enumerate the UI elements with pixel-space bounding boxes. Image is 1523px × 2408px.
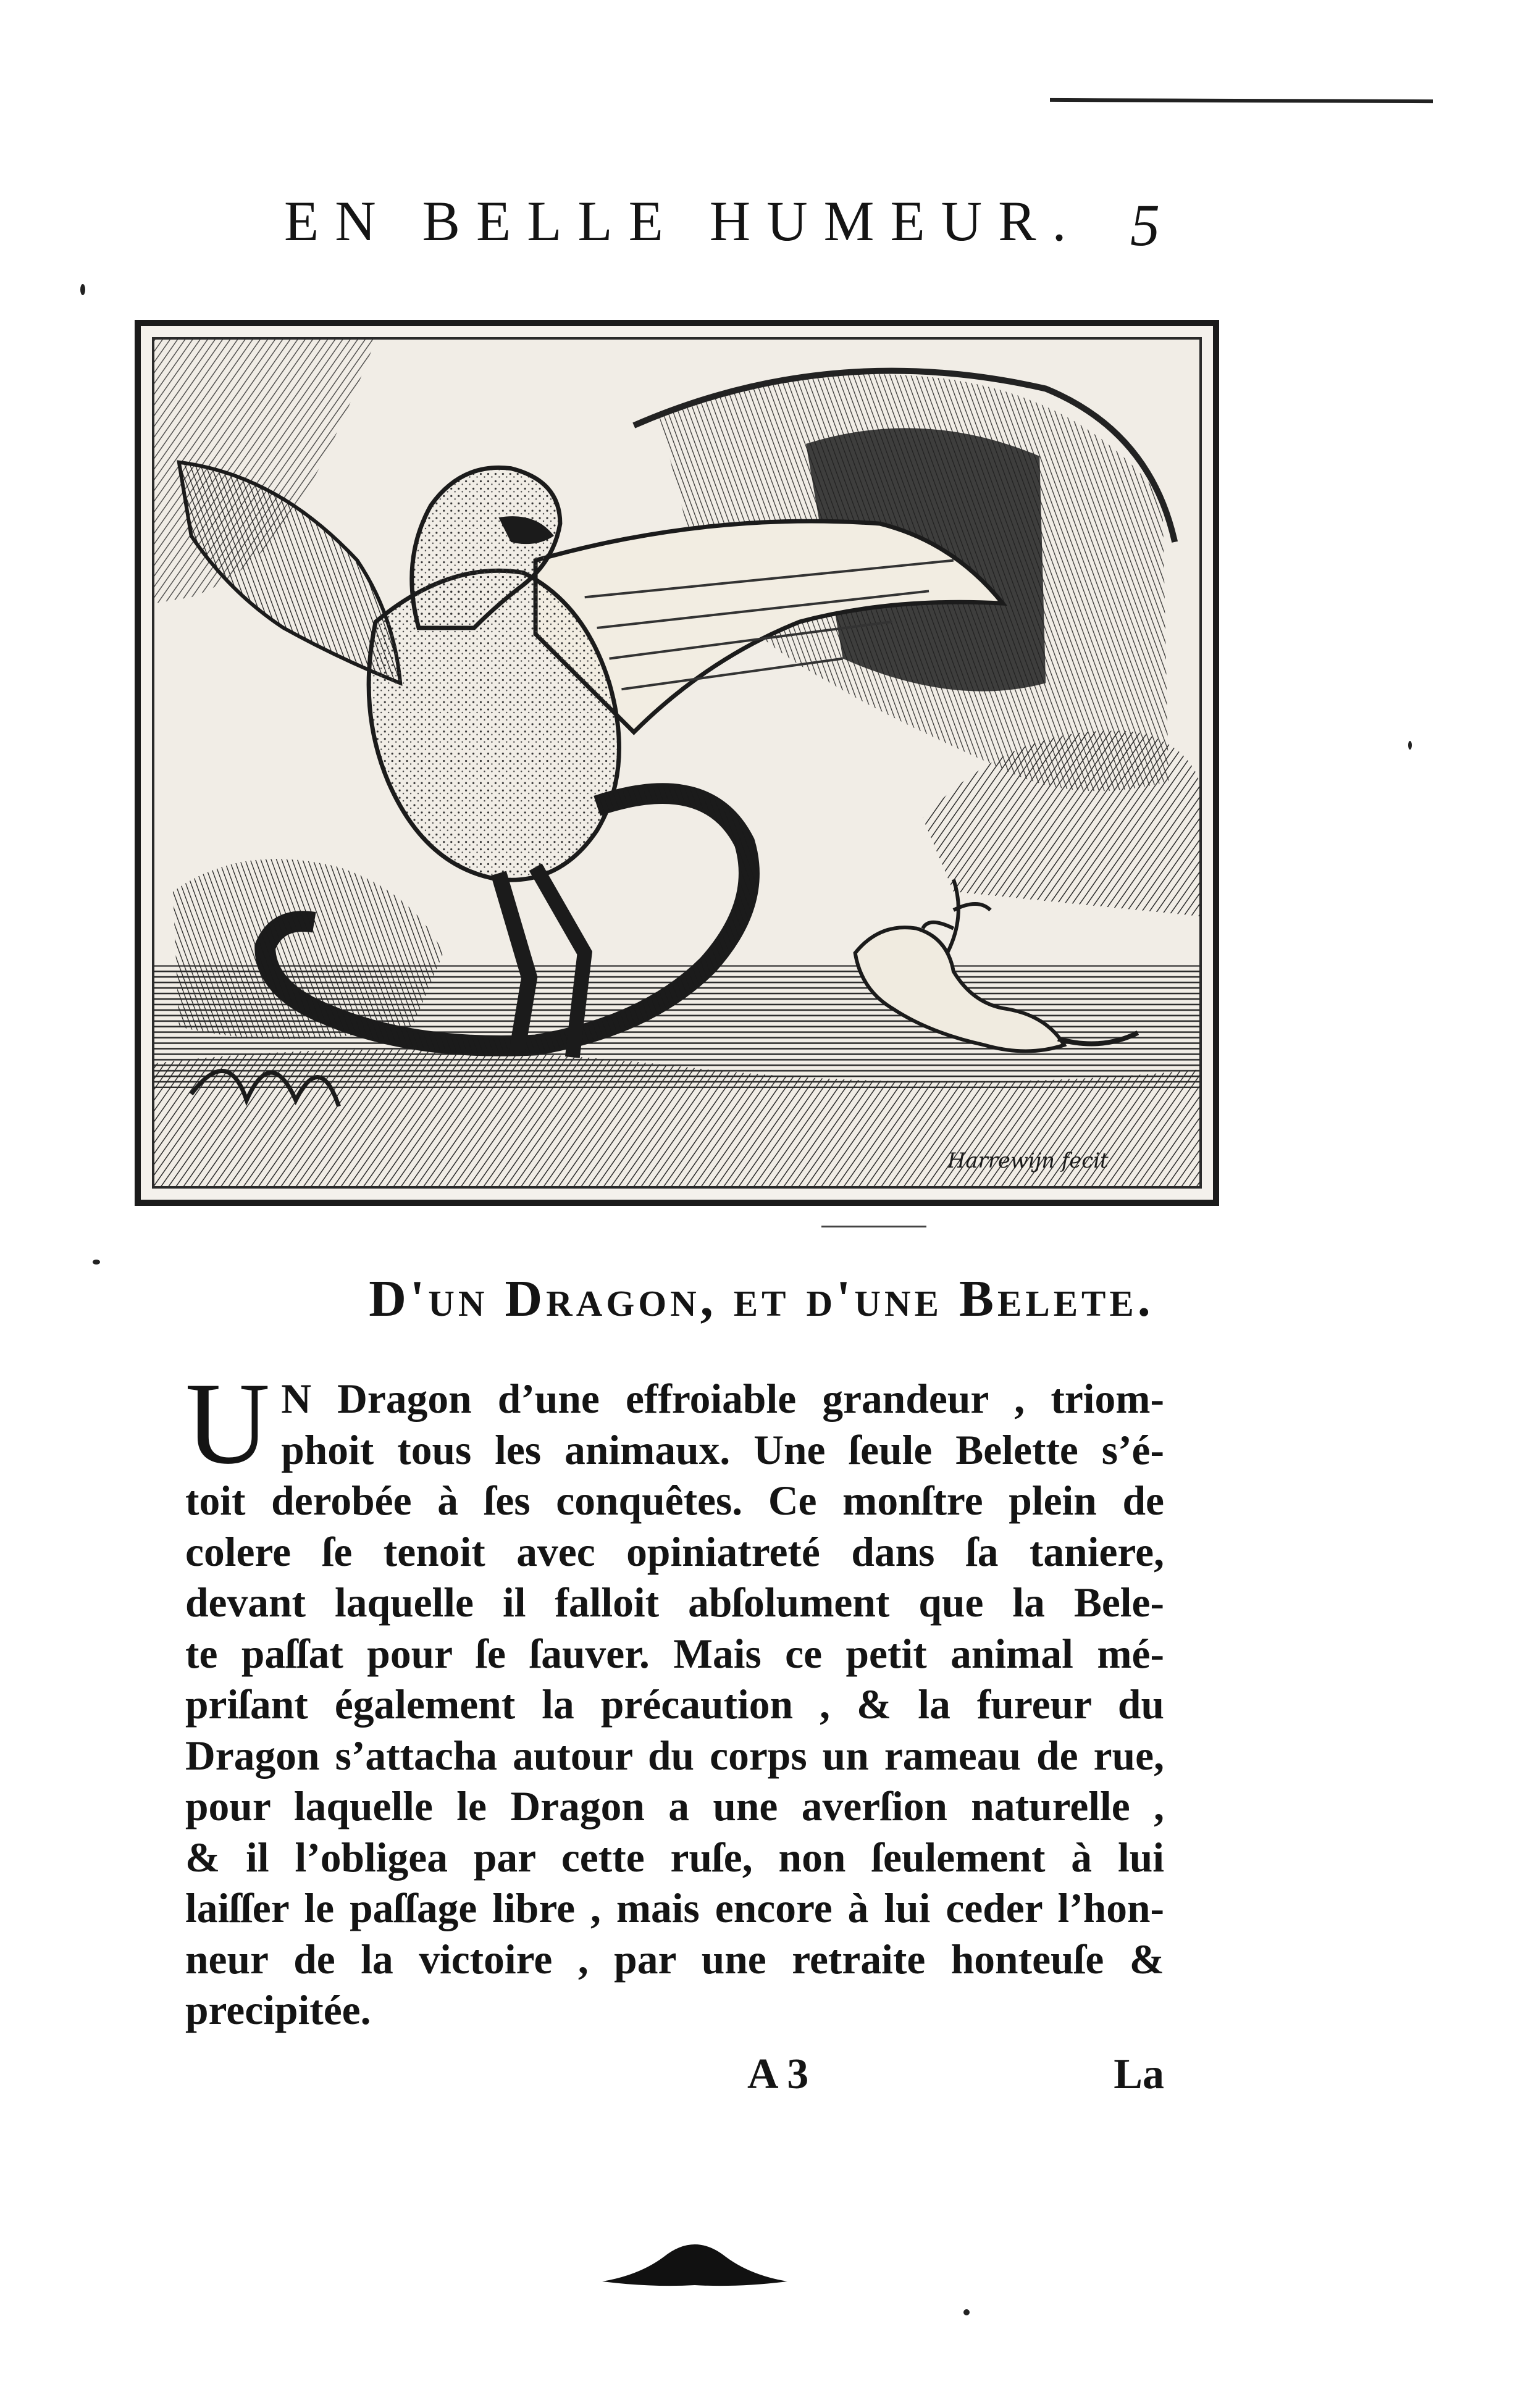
title-divider	[821, 1226, 926, 1227]
drop-cap: U	[185, 1359, 271, 1489]
top-rule	[1050, 98, 1433, 103]
ink-speck	[963, 2309, 970, 2315]
text-line: neur de la victoire , par une retraite honteuſe &	[185, 1936, 1164, 1983]
text-line: Dragon s’attacha autour du corps un rameau de rue,	[185, 1732, 1164, 1779]
fable-title: D'un Dragon, et d'une Belete.	[369, 1270, 1154, 1327]
engraving-frame	[152, 337, 1202, 1189]
page-number: 5	[1130, 192, 1160, 258]
ink-speck	[1408, 741, 1412, 750]
running-title: EN BELLE HUMEUR.	[284, 190, 1083, 253]
text-line: devant laquelle il falloit abſolument que la Bele-	[185, 1579, 1164, 1626]
text-line: priſant également la précaution , & la fureur du	[185, 1681, 1164, 1728]
signature-mark: A 3	[747, 2051, 809, 2098]
text-line: & il l’obligea par cette ruſe, non ſeulement à lui	[185, 1834, 1164, 1881]
running-head	[284, 188, 1272, 262]
catchword: La	[1114, 2051, 1164, 2098]
text-line: precipitée.	[185, 1987, 371, 2033]
ink-speck	[93, 1260, 100, 1265]
engraver-signature: Harrewijn fecit	[947, 1148, 1109, 1173]
text-line: colere ſe tenoit avec opiniatreté dans ſa taniere,	[185, 1528, 1164, 1575]
engraving-plate	[135, 320, 1219, 1206]
fable-text	[185, 1359, 1164, 2036]
text-line: toit derobée à ſes conquêtes. Ce monſtre plein de	[185, 1478, 1164, 1524]
ink-speck	[80, 284, 85, 295]
text-line: te paſſat pour ſe ſauver. Mais ce petit animal mé-	[185, 1630, 1164, 1677]
page-footer	[185, 2050, 1164, 2112]
text-line: laiſſer le paſſage libre , mais encore à lui ceder l’hon-	[185, 1885, 1164, 1931]
text-line: N Dragon d’une effroiable grandeur , triom-	[281, 1376, 1164, 1422]
dragon-weasel-engraving	[154, 340, 1199, 1186]
text-line: pour laquelle le Dragon a une averſion naturelle ,	[185, 1783, 1164, 1829]
text-line: phoit tous les animaux. Une ſeule Belette s’é-	[281, 1426, 1164, 1473]
tailpiece-ornament	[602, 2232, 787, 2288]
